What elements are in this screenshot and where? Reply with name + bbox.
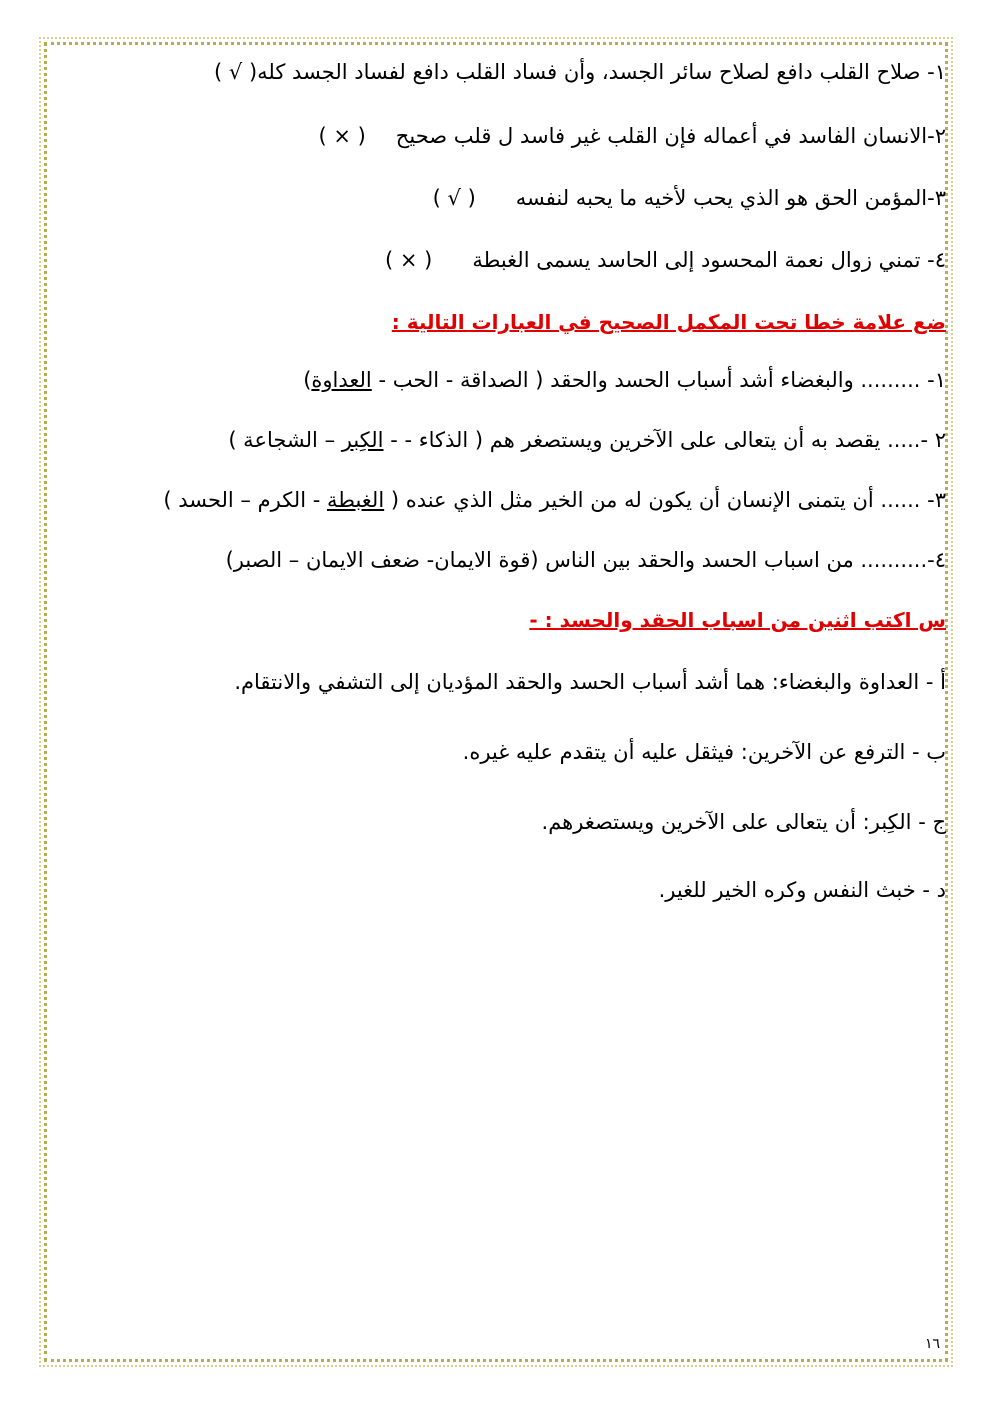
tf-item-1-text: ١- صلاح القلب دافع لصلاح سائر الجسد، وأن فساد القلب دافع لفساد الجسد كله bbox=[257, 60, 946, 84]
mc-item-1-close: ) bbox=[303, 368, 312, 392]
tf-item-4-text: ٤- تمني زوال نعمة المحسود إلى الحاسد يسمى الغبطة bbox=[472, 248, 946, 272]
section2-heading: ضع علامة خطا تحت المكمل الصحيح في العبارات التالية : bbox=[391, 310, 946, 334]
tf-item-4-mark: ( × ) bbox=[385, 248, 433, 272]
page-border bbox=[44, 42, 948, 1362]
tf-item-1 bbox=[214, 60, 946, 85]
mc-item-1-answer: العداوة bbox=[311, 368, 372, 392]
tf-item-2-text: ٢-الانسان الفاسد في أعماله فإن القلب غير فاسد ل قلب صحيح bbox=[395, 124, 946, 148]
answer-item-d: د - خبث النفس وكره الخير للغير. bbox=[658, 878, 946, 902]
mc-item-1 bbox=[303, 368, 946, 393]
mc-item-3-text: ٣- ...... أن يتمنى الإنسان أن يكون له من الخير مثل الذي عنده ( bbox=[384, 488, 946, 512]
answer-item-c: ج - الكِبر: أن يتعالى على الآخرين ويستصغرهم. bbox=[541, 810, 946, 834]
tf-item-2 bbox=[318, 124, 946, 149]
mc-item-2-text: ٢ -..... يقصد به أن يتعالى على الآخرين ويستصغر هم ( الذكاء - - bbox=[383, 428, 946, 452]
mc-item-2-close: – الشجاعة ) bbox=[228, 428, 342, 452]
tf-item-4 bbox=[385, 248, 946, 273]
mc-item-2 bbox=[228, 428, 946, 453]
answer-item-b: ب - الترفع عن الآخرين: فيثقل عليه أن يتقدم عليه غيره. bbox=[462, 740, 946, 764]
tf-item-2-mark: ( × ) bbox=[318, 124, 366, 148]
answer-item-a: أ - العداوة والبغضاء: هما أشد أسباب الحسد والحقد المؤديان إلى التشفي والانتقام. bbox=[234, 670, 946, 694]
tf-item-3 bbox=[433, 186, 946, 211]
mc-item-3 bbox=[163, 488, 946, 513]
page-number: ١٦ bbox=[925, 1336, 941, 1352]
mc-item-1-text: ١- ......... والبغضاء أشد أسباب الحسد والحقد ( الصداقة - الحب - bbox=[371, 368, 946, 392]
tf-item-1-mark: ( √ ) bbox=[214, 60, 258, 84]
tf-item-3-text: ٣-المؤمن الحق هو الذي يحب لأخيه ما يحبه لنفسه bbox=[515, 186, 946, 210]
tf-item-3-mark: ( √ ) bbox=[432, 186, 476, 210]
mc-item-4: ٤-.......... من اسباب الحسد والحقد بين الناس (قوة الايمان- ضعف الايمان – الصبر) bbox=[225, 548, 946, 572]
section3-heading: س اكتب اثنين من اسباب الحقد والحسد : - bbox=[529, 608, 946, 632]
mc-item-3-close: - الكرم – الحسد ) bbox=[163, 488, 327, 512]
mc-item-3-answer: الغبطة bbox=[326, 488, 385, 512]
mc-item-2-answer: الكِبر bbox=[341, 428, 384, 452]
